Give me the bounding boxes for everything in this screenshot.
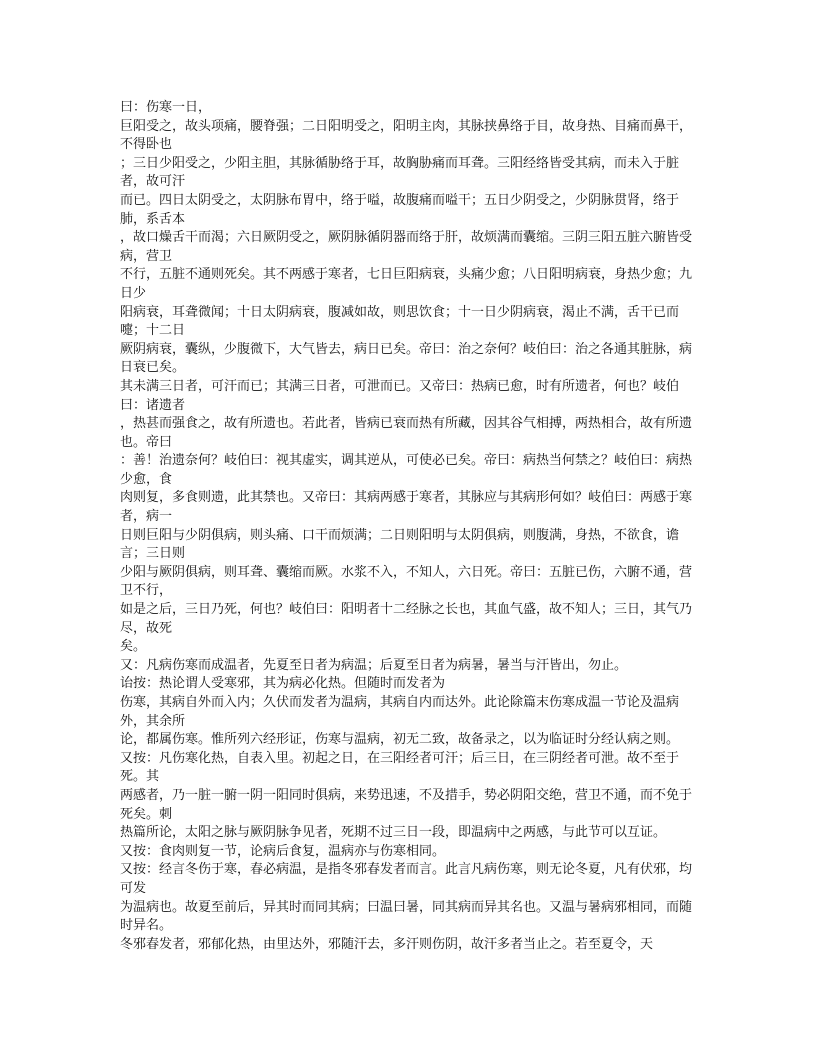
- text-line: 如是之后，三日乃死，何也？岐伯曰：阳明者十二经脉之长也，其血气盛，故不知人；三日，其气乃尽，故死: [120, 602, 693, 636]
- text-line: 诒按：热论谓人受寒邪，其为病必化热。但随时而发者为: [120, 676, 446, 692]
- text-line: 巨阳受之，故头项痛，腰脊强；二日阳明受之，阳明主肉，其脉挟鼻络于目，故身热、目痛而鼻干，不得卧也: [120, 118, 693, 153]
- text-line: 而已。四日太阴受之，太阴脉布胃中，络于嗌，故腹痛而嗌干；五日少阴受之，少阴脉贯肾，络于肺，系舌本: [120, 192, 680, 227]
- text-line: 阳病衰，耳聋微闻；十日太阴病衰，腹减如故，则思饮食；十一日少阴病衰，渴止不满，舌干已而嚏；十二日: [120, 304, 680, 339]
- text-line: 矣。: [120, 639, 147, 655]
- text-line: 不行，五脏不通则死矣。其不两感于寒者，七日巨阳病衰，头痛少愈；八日阳明病衰，身热少愈；九日少: [120, 267, 693, 301]
- text-line: 两感者，乃一脏一腑一阴一阳同时俱病，来势迅速，不及措手，势必阴阳交绝，营卫不通，而不免于死矣。刺: [120, 787, 693, 822]
- text-line: 其未满三日者，可汗而已；其满三日者，可泄而已。又帝曰：热病已愈，时有所遗者，何也？岐伯曰：诸遗者: [120, 378, 680, 413]
- text-line: 曰：伤寒一日，: [120, 100, 212, 115]
- text-line: 少阳与厥阴俱病，则耳聋、囊缩而厥。水浆不入，不知人，六日死。帝曰：五脏已伤，六腑不通，营卫不行，: [120, 564, 693, 599]
- text-line: 日则巨阳与少阴俱病，则头痛、口干而烦满；二日则阳明与太阴俱病，则腹满，身热，不欲食，谵言；三日则: [120, 527, 680, 562]
- text-line: 肉则复，多食则遗，此其禁也。又帝曰：其病两感于寒者，其脉应与其病形何如？岐伯曰：两感于寒者，病一: [120, 490, 693, 525]
- document-page: [120, 99, 698, 954]
- text-line: ；三日少阳受之，少阳主胆，其脉循胁络于耳，故胸胁痛而耳聋。三阳经络皆受其病，而未入于脏者，故可汗: [120, 155, 680, 190]
- text-line: 又按：凡伤寒化热，自表入里。初起之日，在三阳经者可汗；后三日，在三阴经者可泄。故不至于死。其: [120, 750, 680, 785]
- text-line: 热篇所论，太阳之脉与厥阴脉争见者，死期不过三日一段，即温病中之两感，与此节可以互证。: [120, 825, 667, 841]
- text-line: 冬邪春发者，邪郁化热，由里达外，邪随汗去，多汗则伤阴，故汗多者当止之。若至夏令，天: [120, 936, 654, 952]
- text-line: 又按：食肉则复一节，论病后食复，温病亦与伤寒相同。: [120, 843, 446, 859]
- text-line: 又：凡病伤寒而成温者，先夏至日者为病温；后夏至日者为病暑，暑当与汗皆出，勿止。: [120, 657, 628, 673]
- text-line: 厥阴病衰，囊纵，少腹微下，大气皆去，病日已矣。帝曰：治之奈何？岐伯曰：治之各通其脏脉，病日衰已矣。: [120, 341, 693, 376]
- text-line: 又按：经言冬伤于寒，春必病温，是指冬邪春发者而言。此言凡病伤寒，则无论冬夏，凡有伏邪，均可发: [120, 862, 693, 896]
- text-line: ，热甚而强食之，故有所遗也。若此者，皆病已衰而热有所藏，因其谷气相搏，两热相合，故有所遗也。帝曰: [120, 416, 693, 450]
- text-line: 为温病也。故夏至前后，异其时而同其病；曰温曰暑，同其病而异其名也。又温与暑病邪相同，而随时异名。: [120, 899, 693, 934]
- text-line: 论，都属伤寒。惟所列六经形证，伤寒与温病，初无二致，故备录之，以为临证时分经认病之则。: [120, 732, 680, 748]
- text-line: 伤寒，其病自外而入内；久伏而发者为温病，其病自内而达外。此论除篇末伤寒成温一节论及温病外，其余所: [120, 695, 680, 729]
- text-line: ，故口燥舌干而渴；六日厥阴受之，厥阴脉循阴器而络于肝，故烦满而囊缩。三阴三阳五脏六腑皆受病，营卫: [120, 230, 693, 264]
- text-line: ：善！治遗奈何？岐伯曰：视其虚实，调其逆从，可使必已矣。帝曰：病热当何禁之？岐伯曰：病热少愈，食: [120, 453, 693, 487]
